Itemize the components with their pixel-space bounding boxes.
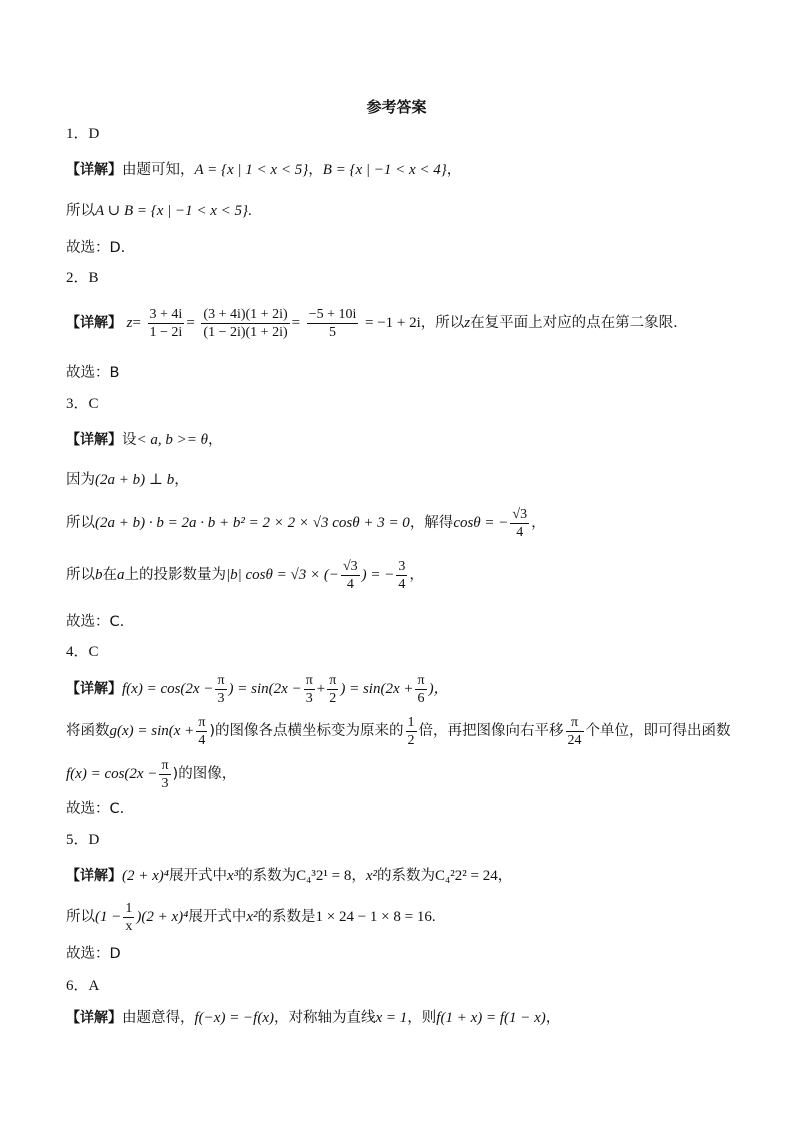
fraction: $\frac{1}{2}$	[407, 714, 415, 748]
union-expr: A ∪ B = {x | −1 < x < 5}	[95, 203, 249, 219]
q3-explain-line4: 所以b在a上的投影数量为|b| cosθ = √3 × (− $\frac{√3}{4}$ ) = − $\frac{3}{4}$ ，	[66, 558, 424, 592]
q4-answer: 4．C	[66, 644, 99, 660]
detail-tag: 【详解】	[66, 1010, 122, 1026]
q4-explain-line1: 【详解】f(x) = cos(2x − $\frac{\pi}{3}$ ) = sin(2x − $\frac{\pi}{3}$ + $\frac{\pi}{2}$ ) = sin(2x + $\frac{\pi}{6}$ )，	[66, 672, 449, 706]
q4-explain-line3: f(x) = cos(2x − $\frac{\pi}{3}$ )的图像，	[66, 757, 237, 791]
q3-answer: 3．C	[66, 396, 99, 412]
fraction: $\frac{√3}{4}$	[342, 558, 358, 592]
fraction: $\frac{√3}{4}$	[512, 506, 528, 540]
q5-answer: 5．D	[66, 832, 100, 848]
q6-explain-line1: 【详解】由题意得，f(−x) = −f(x)，对称轴为直线x = 1，则f(1 + x) = f(1 − x)，	[66, 1010, 561, 1026]
q1-explain-line1: 【详解】由题可知，A = {x | 1 < x < 5}，B = {x | −1 < x < 4}，	[66, 162, 462, 178]
fraction: $\frac{3 + 4i}{1 - 2i}$	[149, 306, 183, 340]
fraction: $\frac{1}{x}$	[125, 900, 133, 934]
detail-tag: 【详解】	[66, 162, 122, 178]
q3-explain-line2: 因为(2a + b) ⊥ b，	[66, 472, 189, 488]
q2-explain-line1: 【详解】 z= $\frac{3 + 4i}{1 - 2i}$ = $\frac{(3 + 4i)(1 + 2i)}{(1 - 2i)(1 + 2i)}$ = $\frac{-5 + 10i}{5}$ = −1 + 2i，所以z在复平面上对应的点在第二象限.	[66, 306, 678, 340]
detail-tag: 【详解】	[66, 868, 122, 884]
q3-explain-line3: 所以(2a + b) · b = 2a · b + b² = 2 × 2 × √3 cosθ + 3 = 0，解得cosθ = − $\frac{√3}{4}$ ，	[66, 506, 546, 540]
fraction: $\frac{\pi}{4}$	[198, 714, 206, 748]
q1-choose: 故选：D.	[66, 240, 126, 256]
q1-explain-line2: 所以A ∪ B = {x | −1 < x < 5}.	[66, 203, 252, 219]
q6-answer: 6．A	[66, 978, 100, 994]
fraction: $\frac{-5 + 10i}{5}$	[308, 306, 357, 340]
fraction: $\frac{\pi}{6}$	[417, 672, 425, 706]
q5-explain-line2: 所以(1 − $\frac{1}{x}$ )(2 + x)⁴展开式中x²的系数是1 × 24 − 1 × 8 = 16.	[66, 900, 436, 934]
q2-answer: 2．B	[66, 270, 99, 286]
detail-tag: 【详解】	[66, 681, 122, 697]
fraction: $\frac{\pi}{2}$	[329, 672, 337, 706]
fraction: $\frac{\pi}{3}$	[305, 672, 313, 706]
q1-answer: 1．D	[66, 126, 100, 142]
fraction: $\frac{3}{4}$	[398, 558, 406, 592]
q5-choose: 故选：D	[66, 946, 121, 962]
q3-choose: 故选：C.	[66, 614, 125, 630]
detail-tag: 【详解】	[66, 315, 122, 331]
q2-choose: 故选：B	[66, 365, 120, 381]
set-a: A = {x | 1 < x < 5}	[194, 162, 309, 178]
page-title: 参考答案	[366, 98, 427, 116]
q4-explain-line2: 将函数g(x) = sin(x + $\frac{\pi}{4}$ )的图像各点横坐标变为原来的 $\frac{1}{2}$ 倍，再把图像向右平移 $\frac{\pi}{24}$ 个单位，即可得出函数	[66, 714, 731, 748]
set-b: B = {x | −1 < x < 4}	[322, 162, 447, 178]
fraction: $\frac{\pi}{3}$	[161, 757, 169, 791]
q4-choose: 故选：C.	[66, 801, 125, 817]
fraction: $\frac{\pi}{3}$	[217, 672, 225, 706]
q3-explain-line1: 【详解】设< a, b >= θ，	[66, 432, 223, 448]
detail-tag: 【详解】	[66, 432, 122, 448]
fraction: $\frac{\pi}{24}$	[567, 714, 582, 748]
q5-explain-line1: 【详解】(2 + x)⁴展开式中x³的系数为C₄³2¹ = 8，x²的系数为C₄²2² = 24，	[66, 868, 513, 884]
fraction: $\frac{(3 + 4i)(1 + 2i)}{(1 - 2i)(1 + 2i)}$	[203, 306, 288, 340]
